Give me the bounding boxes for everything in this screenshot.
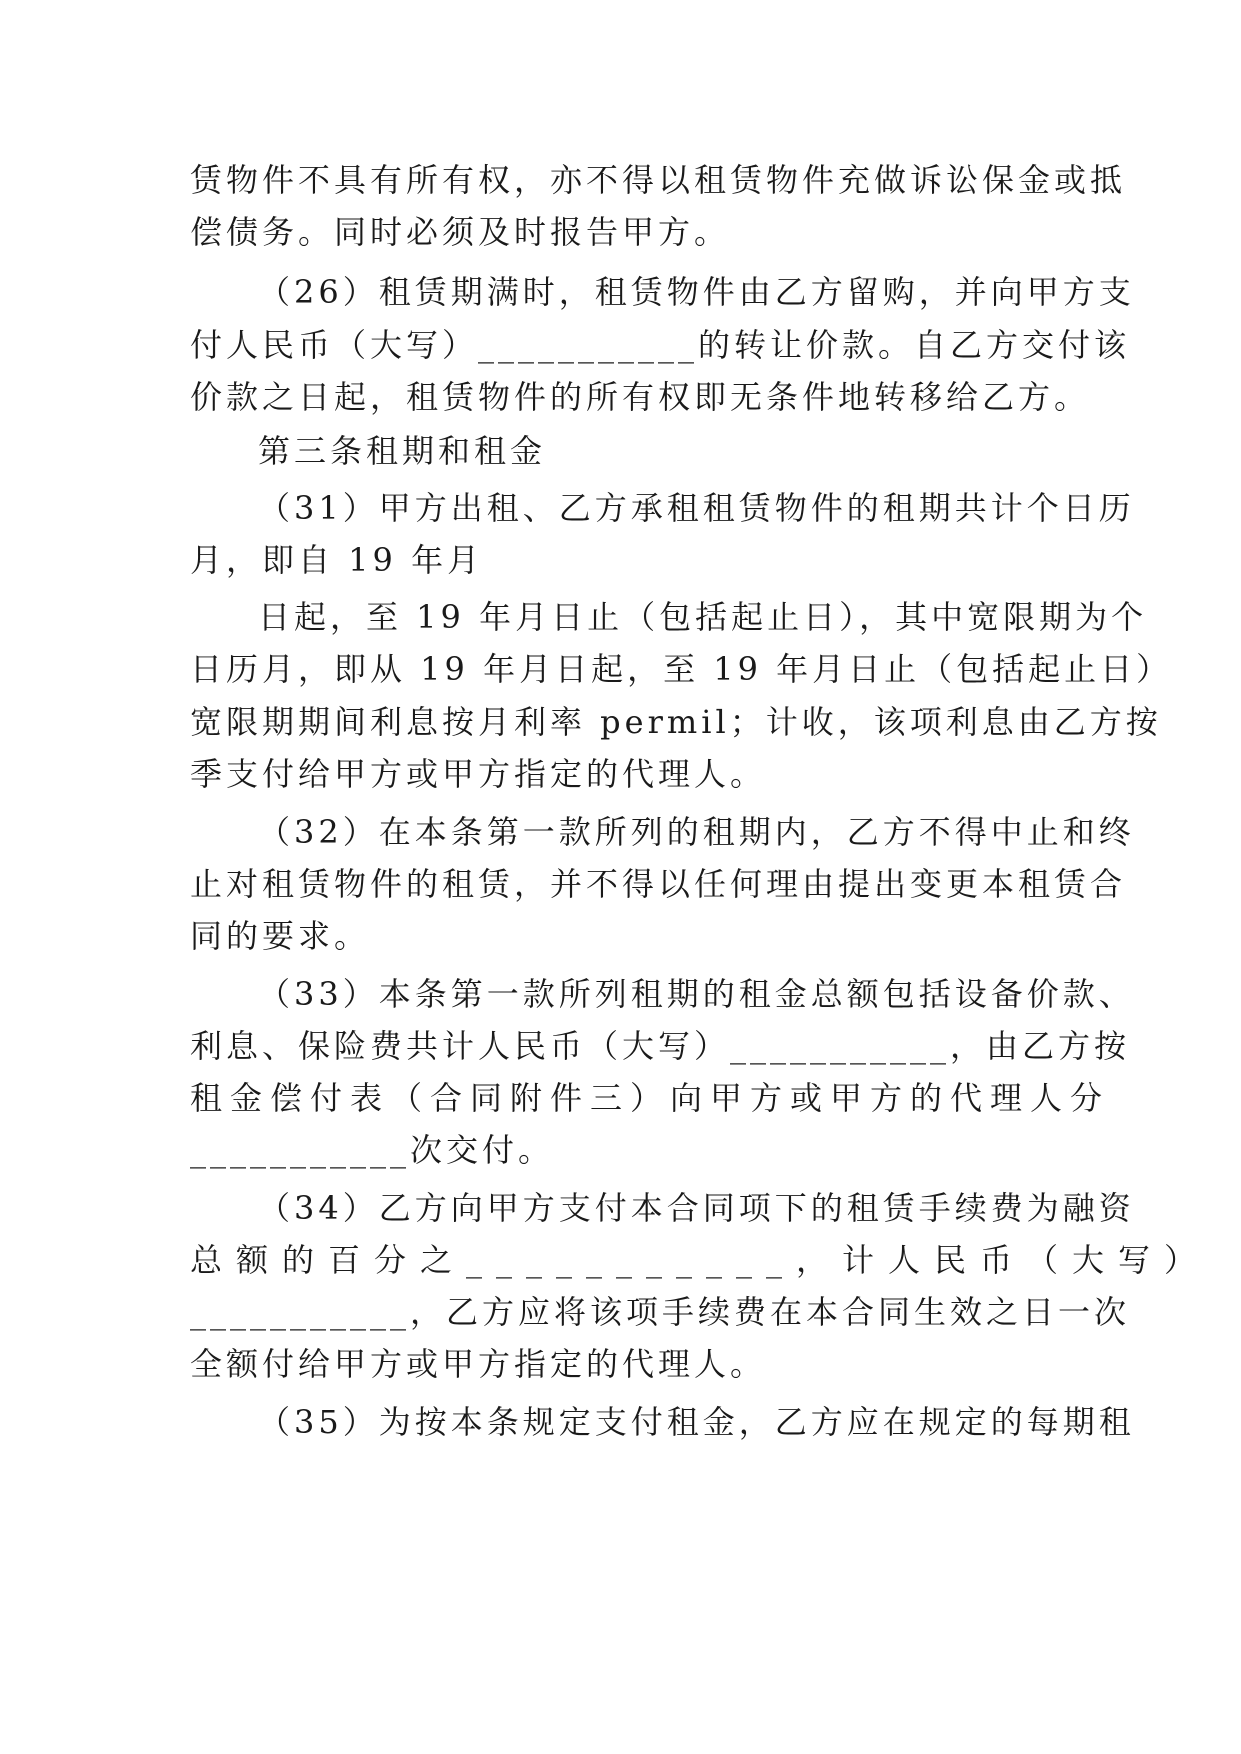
section-heading: 第三条租期和租金 [258, 432, 547, 470]
text-line: 价款之日起，租赁物件的所有权即无条件地转移给乙方。 [190, 378, 1091, 416]
text-line: 月，即自 19 年月 [190, 541, 484, 579]
text-line: 全额付给甲方或甲方指定的代理人。 [190, 1345, 767, 1383]
clause-34: （34）乙方向甲方支付本合同项下的租赁手续费为融资 [258, 1189, 1135, 1227]
text-line: 宽限期期间利息按月利率 permil；计收，该项利息由乙方按 [190, 703, 1162, 741]
text-line: 止对租赁物件的租赁，并不得以任何理由提出变更本租赁合 [190, 865, 1127, 903]
clause-32: （32）在本条第一款所列的租期内，乙方不得中止和终 [258, 813, 1135, 851]
text-line: ___________次交付。 [190, 1131, 555, 1169]
text-line: 利息、保险费共计人民币（大写）___________，由乙方按 [190, 1027, 1131, 1065]
clause-33: （33）本条第一款所列租期的租金总额包括设备价款、 [258, 975, 1135, 1013]
text-line: 租金偿付表（合同附件三）向甲方或甲方的代理人分 [190, 1079, 1111, 1117]
text-line: 同的要求。 [190, 917, 371, 955]
text-line: 日历月，即从 19 年月日起，至 19 年月日止（包括起止日） [190, 650, 1173, 688]
text-line: 总额的百分之___________，计人民币（大写） [190, 1241, 1211, 1279]
text-line: 季支付给甲方或甲方指定的代理人。 [190, 755, 767, 793]
text-line: 偿债务。同时必须及时报告甲方。 [190, 213, 731, 251]
clause-26: （26）租赁期满时，租赁物件由乙方留购，并向甲方支 [258, 273, 1135, 311]
text-line: ___________，乙方应将该项手续费在本合同生效之日一次 [190, 1293, 1131, 1331]
clause-35: （35）为按本条规定支付租金，乙方应在规定的每期租 [258, 1403, 1135, 1441]
clause-31: （31）甲方出租、乙方承租租赁物件的租期共计个日历 [258, 489, 1135, 527]
text-line: 赁物件不具有所有权，亦不得以租赁物件充做诉讼保金或抵 [190, 161, 1127, 199]
text-line: 付人民币（大写）___________的转让价款。自乙方交付该 [190, 326, 1131, 364]
text-line: 日起，至 19 年月日止（包括起止日），其中宽限期为个 [258, 598, 1148, 636]
